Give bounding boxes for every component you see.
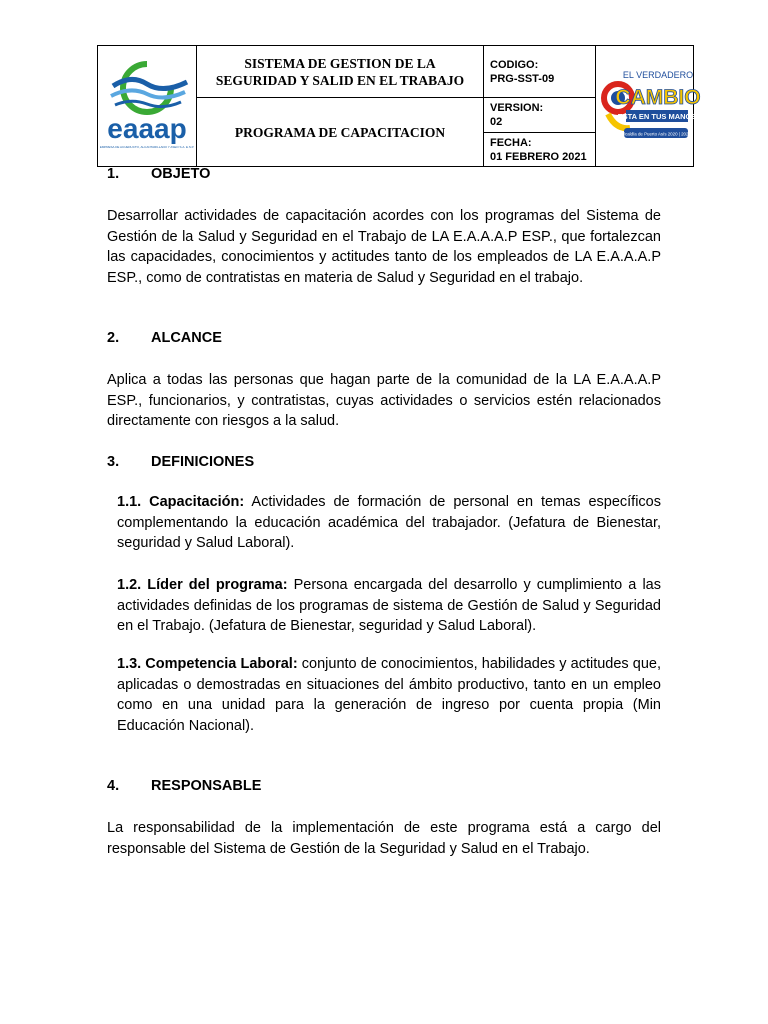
title-line-1: SISTEMA DE GESTION DE LA: [244, 55, 436, 71]
section-heading-objeto: [107, 166, 210, 182]
codigo-value: PRG-SST-09: [490, 72, 555, 85]
eaaap-logo-cell: [98, 46, 197, 167]
codigo-cell: [484, 46, 596, 98]
definition-text: Actividades de formación de personal en temas específicos complementando la educación académica del trabajador. (Jefatura de Bienestar, seguridad y Salud Laboral).: [117, 494, 661, 551]
section-heading-alcance: [107, 330, 222, 346]
document-header: [97, 45, 701, 167]
responsable-paragraph: La responsabilidad de la implementación de este programa está a cargo del responsable del Sistema de Gestión de la Seguridad y Salud en el Trabajo.: [107, 820, 661, 857]
definition-item: [117, 575, 661, 637]
section-number: 3.: [107, 454, 120, 470]
section-title: ALCANCE: [151, 330, 222, 346]
definition-text: Persona encargada del desarrollo y cumplimiento a las actividades definidas de los programas de sistema de Gestión de Salud y Seguridad en el Trabajo. (Jefatura de Bienestar, seguridad y Salud Laboral).: [117, 577, 661, 634]
alcance-paragraph: Aplica a todas las personas que hagan parte de la comunidad de la LA E.A.A.A.P ESP., funcionarios, y contratistas, cuyas actividades o servicios estén relacionados directamente con riesgos a la salud.: [107, 372, 661, 429]
section-number: 4.: [107, 778, 120, 794]
definition-item: [117, 654, 661, 736]
fecha-label: FECHA:: [490, 136, 532, 149]
fecha-cell: [484, 133, 596, 167]
subtitle-text: PROGRAMA DE CAPACITACION: [234, 124, 446, 140]
section-heading-definiciones: [107, 454, 254, 470]
section-title: OBJETO: [151, 166, 211, 182]
badge-sub-text: ESTA EN TUS MANOS: [617, 111, 696, 121]
title-line-2: SEGURIDAD Y SALID EN EL TRABAJO: [215, 72, 465, 88]
definition-term: 1.2. Líder del programa:: [117, 577, 288, 593]
section-number: 1.: [107, 166, 120, 182]
section-title: RESPONSABLE: [151, 778, 262, 794]
logo-wordmark: eaaap: [107, 112, 187, 144]
section-heading-responsable: [107, 778, 261, 794]
objeto-paragraph: Desarrollar actividades de capacitación acordes con los programas del Sistema de Gestión de la Salud y Seguridad en el Trabajo de LA E.A.A.A.P ESP., que fortalezcan las capacidades, conocimientos y actitudes tanto de los empleados de LA E.A.A.A.P ESP., como de contratistas en materia de Salud y Seguridad en el trabajo.: [107, 208, 661, 286]
version-cell: [484, 98, 596, 133]
system-title: [197, 46, 484, 98]
section-title: DEFINICIONES: [151, 454, 255, 470]
codigo-label: CODIGO:: [490, 58, 539, 71]
fecha-value: 01 FEBRERO 2021: [490, 150, 587, 163]
definition-item: [117, 492, 661, 554]
program-subtitle: [197, 98, 484, 167]
section-number: 2.: [107, 330, 120, 346]
badge-main-text: CAMBIO: [614, 85, 701, 109]
definition-term: 1.3. Competencia Laboral:: [117, 656, 298, 672]
badge-foot-text: Alcaldía de Puerto Asís 2020 | 2023: [620, 131, 691, 136]
version-label: VERSION:: [490, 102, 544, 114]
logo-subtext: EMPRESA DE ACUEDUCTO, ALCANTARILLADO Y ASEO S.A. E.S.P.: [99, 144, 195, 149]
definition-term: 1.1. Capacitación:: [117, 494, 245, 510]
eaaap-logo: [101, 56, 193, 152]
cambio-badge-cell: [596, 46, 701, 167]
definition-text: conjunto de conocimientos, habilidades y actitudes que, aplicadas o demostradas en situaciones del ámbito productivo, tanto en un empleo como en una unidad para la generación de ingreso por cuenta propia (Min Educación Nacional).: [117, 656, 662, 734]
cambio-badge: [600, 58, 701, 150]
badge-top-text: EL VERDADERO: [622, 69, 693, 80]
version-value: 02: [490, 116, 503, 128]
